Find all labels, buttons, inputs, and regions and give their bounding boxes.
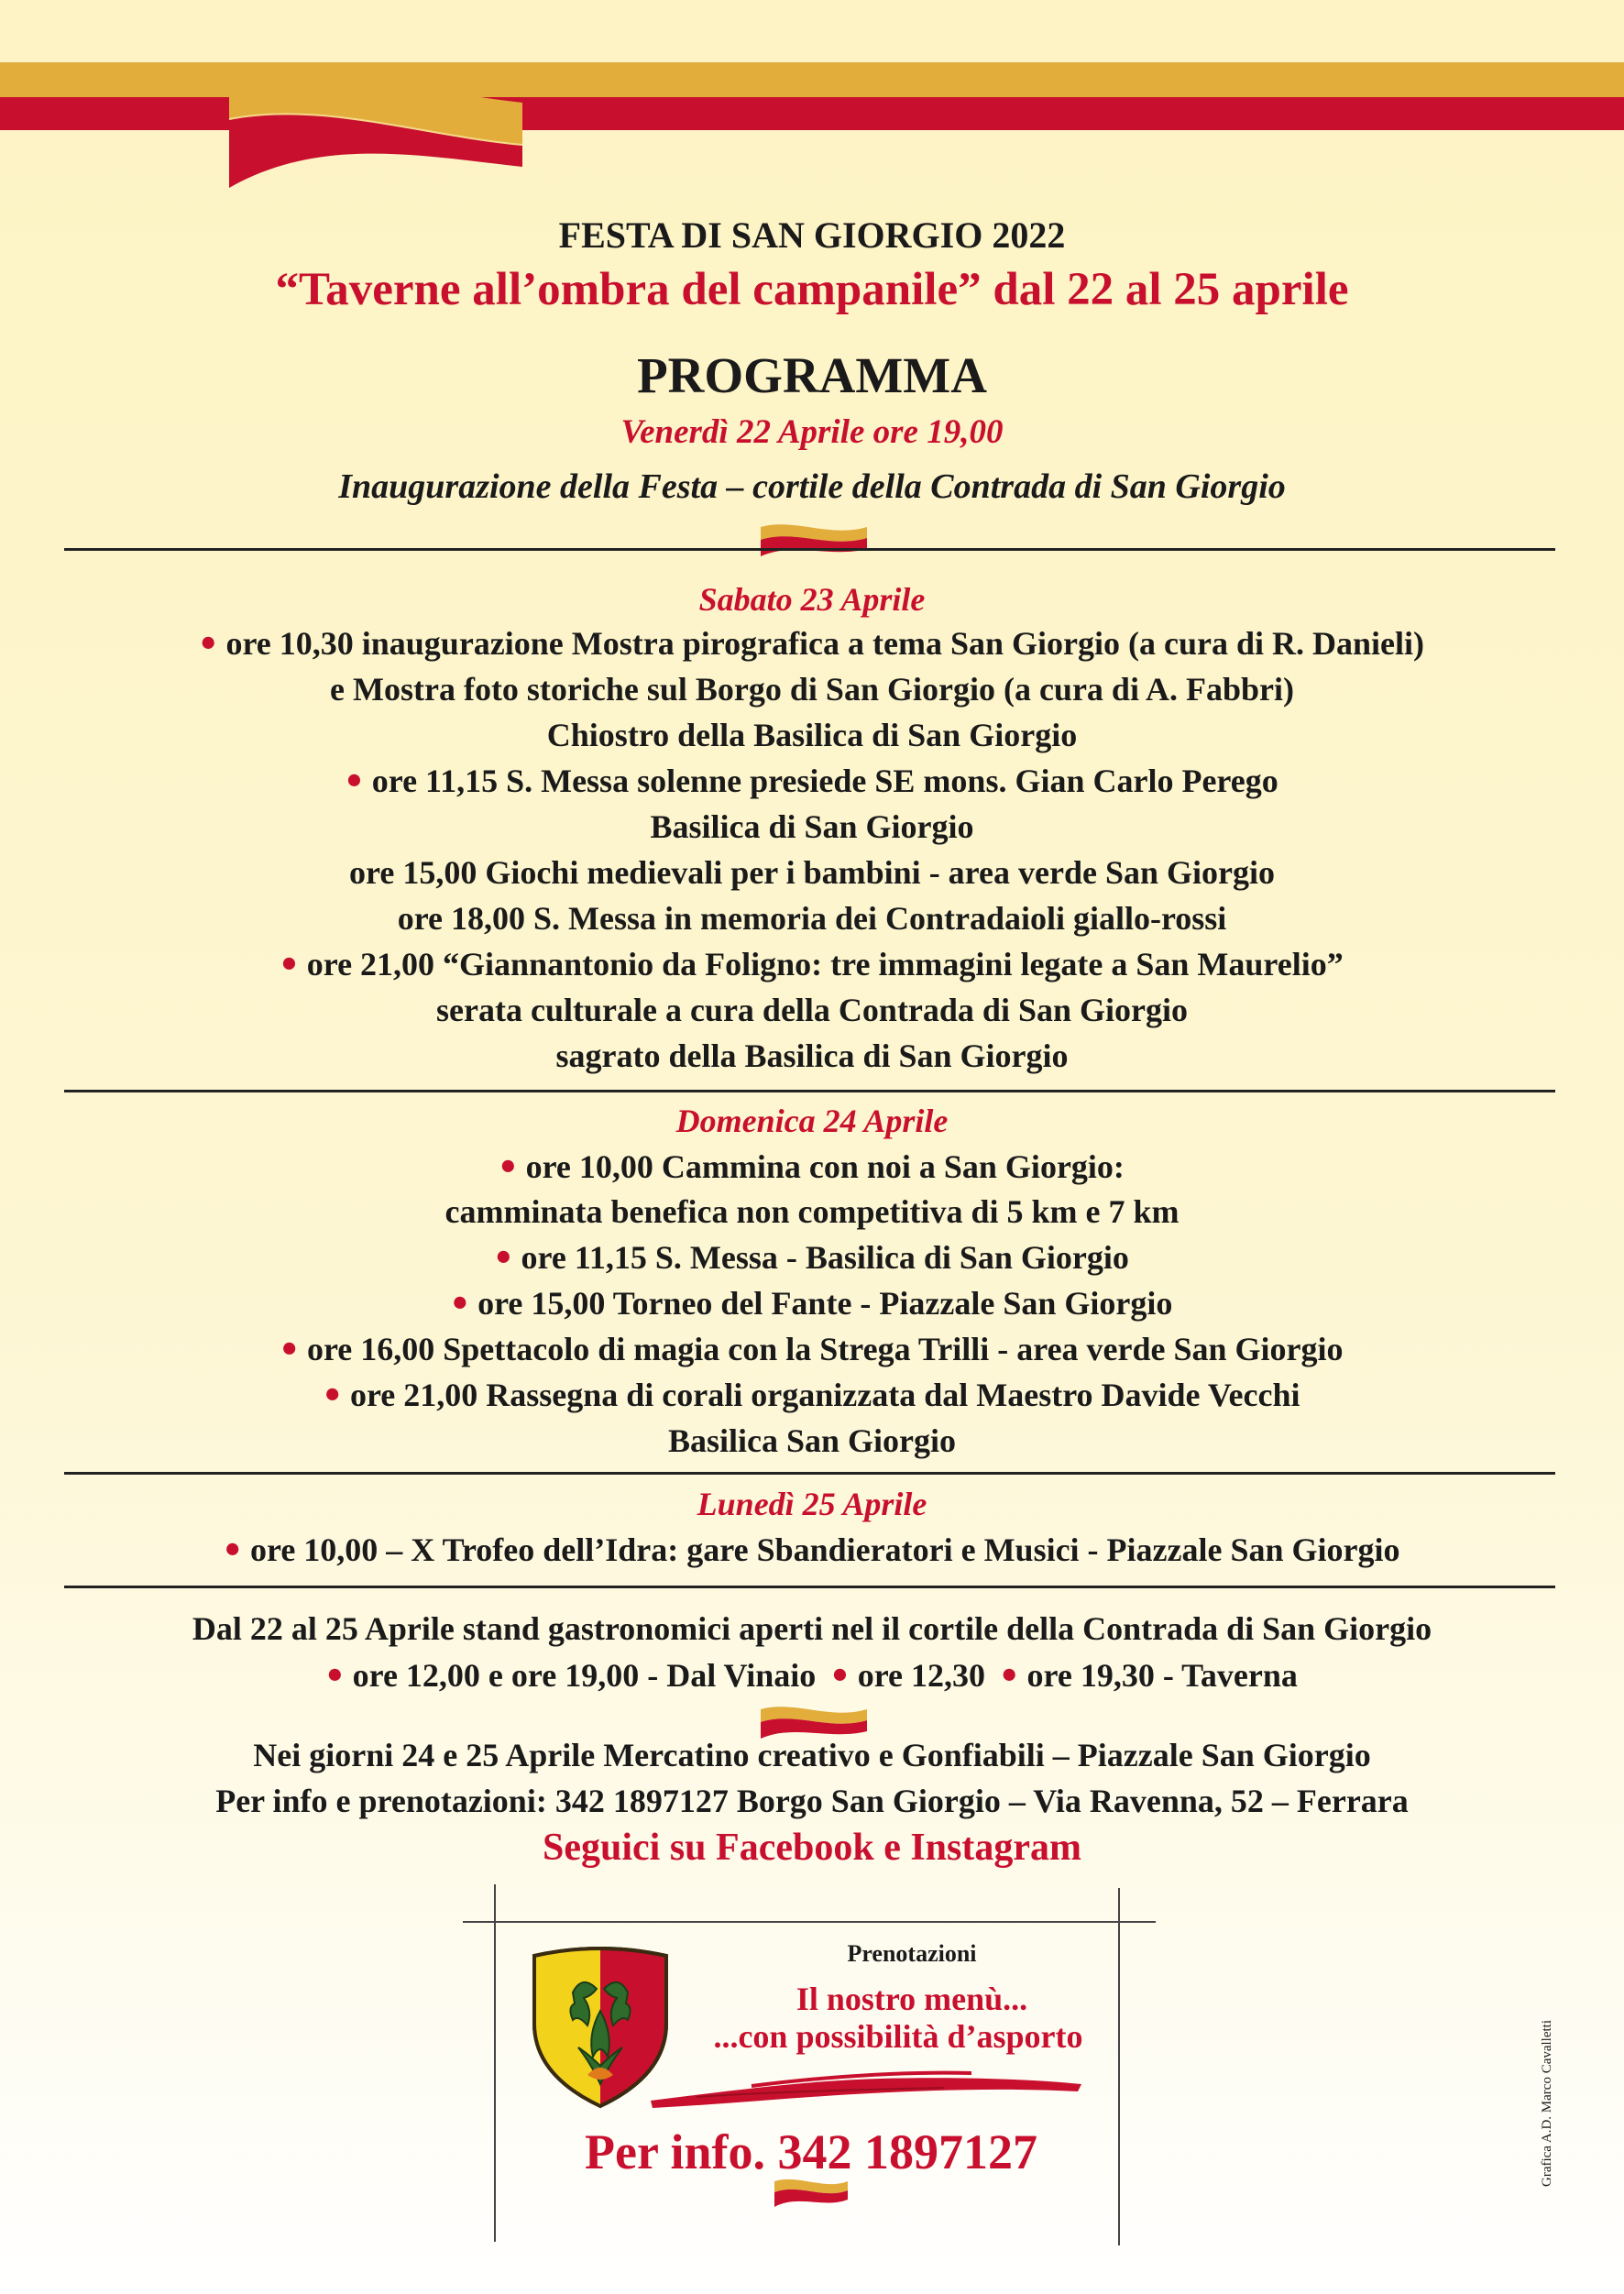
box-phone: Per info. 342 1897127 xyxy=(585,2124,1037,2179)
top-banner-ribbon xyxy=(0,55,1624,202)
box-frame-left xyxy=(494,1884,496,2242)
sunday-line: camminata benefica non competitiva di 5 km e 7 km xyxy=(444,1193,1180,1230)
section-divider xyxy=(64,1586,1555,1588)
bullet-icon: ● xyxy=(280,947,298,978)
sunday-line: ● ore 11,15 S. Messa - Basilica di San Giorgio xyxy=(495,1239,1129,1276)
info-line: Per info e prenotazioni: 342 1897127 Borgo San Giorgio – Via Ravenna, 52 – Ferrara xyxy=(215,1783,1409,1819)
section-divider xyxy=(64,548,1555,551)
saturday-line: ● ore 21,00 “Giannantonio da Foligno: tre immagini legate a San Maurelio” xyxy=(280,946,1344,982)
sunday-line: ● ore 16,00 Spettacolo di magia con la Strega Trilli - area verde San Giorgio xyxy=(280,1331,1344,1367)
social-line: Seguici su Facebook e Instagram xyxy=(543,1827,1081,1869)
friday-date: Venerdì 22 Aprile ore 19,00 xyxy=(620,413,1004,451)
saturday-line: ore 18,00 S. Messa in memoria dei Contradaioli giallo-rossi xyxy=(397,900,1227,937)
saturday-line: ● ore 10,30 inaugurazione Mostra pirografica a tema San Giorgio (a cura di R. Danieli) xyxy=(199,625,1425,662)
sunday-date: Domenica 24 Aprile xyxy=(675,1103,949,1139)
sunday-line: ● ore 21,00 Rassegna di corali organizzata dal Maestro Davide Vecchi xyxy=(324,1377,1300,1413)
programma-heading: PROGRAMMA xyxy=(637,347,987,403)
monday-date: Lunedì 25 Aprile xyxy=(697,1486,927,1522)
saturday-line: Chiostro della Basilica di San Giorgio xyxy=(546,717,1078,753)
ribbon-divider xyxy=(757,518,871,560)
box-heading: Prenotazioni xyxy=(847,1940,977,1967)
bullet-icon: ● xyxy=(1001,1658,1018,1689)
saturday-line: sagrato della Basilica di San Giorgio xyxy=(555,1037,1069,1074)
box-menu-line-2: ...con possibilità d’asporto xyxy=(713,2018,1083,2055)
bullet-icon: ● xyxy=(499,1149,517,1180)
saturday-line: ore 15,00 Giochi medievali per i bambini - area verde San Giorgio xyxy=(349,854,1275,891)
bullet-icon: ● xyxy=(324,1377,341,1409)
sunday-line: ● ore 15,00 Torneo del Fante - Piazzale San Giorgio xyxy=(451,1285,1173,1322)
stands-times: ● ore 12,00 e ore 19,00 - Dal Vinaio ● ore 12,30 ● ore 19,30 - Taverna xyxy=(326,1657,1298,1694)
bullet-icon: ● xyxy=(199,626,217,657)
sunday-line: Basilica San Giorgio xyxy=(667,1422,957,1459)
brush-stroke-decoration xyxy=(642,2064,1091,2115)
bullet-icon: ● xyxy=(224,1532,241,1564)
mercatino-line: Nei giorni 24 e 25 Aprile Mercatino creativo e Gonfiabili – Piazzale San Giorgio xyxy=(253,1737,1371,1773)
bullet-icon: ● xyxy=(495,1240,512,1271)
saturday-line: serata culturale a cura della Contrada di San Giorgio xyxy=(436,992,1188,1028)
section-divider xyxy=(64,1090,1555,1092)
festival-title: FESTA DI SAN GIORGIO 2022 xyxy=(558,214,1066,256)
bullet-icon: ● xyxy=(451,1286,469,1317)
box-frame-top xyxy=(463,1921,1156,1923)
monday-line: ● ore 10,00 – X Trofeo dell’Idra: gare Sbandieratori e Musici - Piazzale San Giorgio xyxy=(224,1531,1400,1568)
saturday-line: Basilica di San Giorgio xyxy=(650,808,974,845)
saturday-line: e Mostra foto storiche sul Borgo di San Giorgio (a cura di A. Fabbri) xyxy=(330,671,1294,708)
section-divider xyxy=(64,1472,1555,1475)
graphic-design-credit: Grafica A.D. Marco Cavalletti xyxy=(1540,2019,1554,2187)
saturday-line: ● ore 11,15 S. Messa solenne presiede SE mons. Gian Carlo Perego xyxy=(346,763,1278,799)
sunday-line: ● ore 10,00 Cammina con noi a San Giorgio: xyxy=(499,1148,1125,1185)
friday-inauguration: Inaugurazione della Festa – cortile della Contrada di San Giorgio xyxy=(338,467,1286,506)
bullet-icon: ● xyxy=(280,1332,298,1363)
bullet-icon: ● xyxy=(346,763,363,795)
bullet-icon: ● xyxy=(831,1658,849,1689)
bullet-icon: ● xyxy=(326,1658,344,1689)
saturday-date: Sabato 23 Aprile xyxy=(698,581,926,618)
festival-subtitle: “Taverne all’ombra del campanile” dal 22 al 25 aprile xyxy=(275,264,1349,315)
ribbon-divider xyxy=(773,2174,850,2211)
box-menu-line-1: Il nostro menù... xyxy=(796,1981,1028,2017)
stands-line: Dal 22 al 25 Aprile stand gastronomici aperti nel il cortile della Contrada di San Giorgio xyxy=(192,1610,1432,1647)
